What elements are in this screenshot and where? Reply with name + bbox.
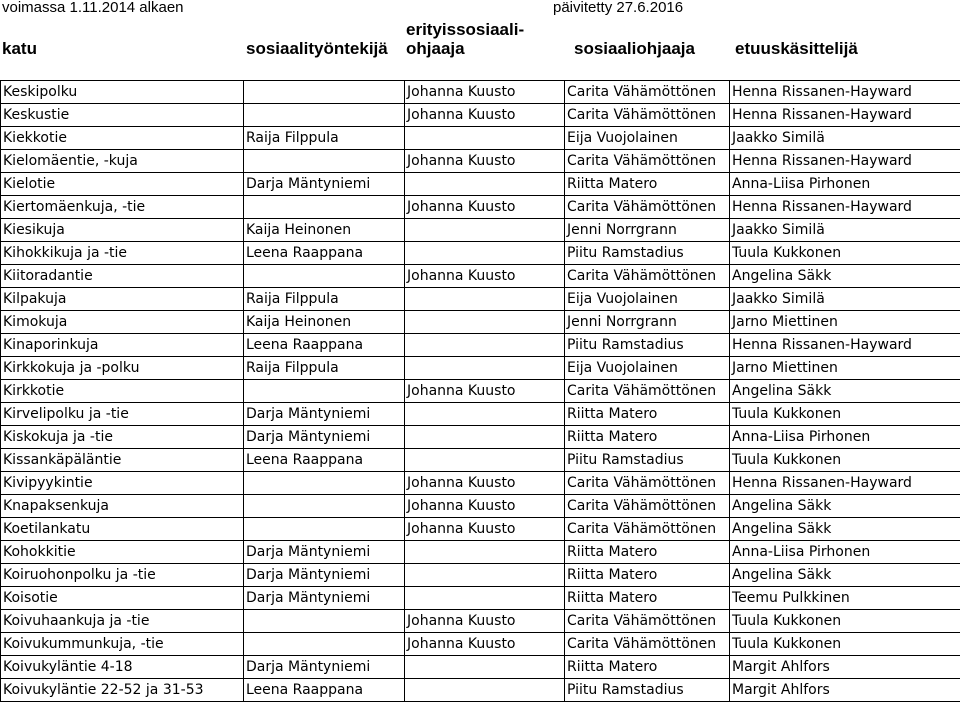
special-instructor-cell: Johanna Kuusto [405, 150, 565, 173]
table-row [1, 449, 960, 472]
street-cell: Kiekkotie [1, 127, 244, 150]
street-cell: Kirvelipolku ja -tie [1, 403, 244, 426]
street-cell: Kielotie [1, 173, 244, 196]
special-instructor-cell [405, 564, 565, 587]
table-row [1, 610, 960, 633]
social-instructor-cell: Piitu Ramstadius [565, 334, 730, 357]
header-erityissosiaaliohjaaja: erityissosiaali- ohjaaja [406, 20, 524, 58]
header-sosiaaliohjaaja: sosiaaliohjaaja [574, 39, 695, 59]
benefit-handler-cell: Teemu Pulkkinen [730, 587, 960, 610]
street-cell: Kielomäentie, -kuja [1, 150, 244, 173]
social-worker-cell: Darja Mäntyniemi [244, 173, 405, 196]
social-worker-cell: Darja Mäntyniemi [244, 426, 405, 449]
benefit-handler-cell: Henna Rissanen-Hayward [730, 472, 960, 495]
social-instructor-cell: Piitu Ramstadius [565, 449, 730, 472]
social-instructor-cell: Carita Vähämöttönen [565, 610, 730, 633]
table-row [1, 173, 960, 196]
table-row [1, 150, 960, 173]
benefit-handler-cell: Jarno Miettinen [730, 357, 960, 380]
social-worker-cell [244, 196, 405, 219]
table-row [1, 656, 960, 679]
social-worker-cell: Kaija Heinonen [244, 311, 405, 334]
table-body [1, 81, 960, 702]
table-row [1, 196, 960, 219]
street-cell: Kirkkokuja ja -polku [1, 357, 244, 380]
street-cell: Keskustie [1, 104, 244, 127]
street-cell: Koisotie [1, 587, 244, 610]
table-row [1, 633, 960, 656]
special-instructor-cell [405, 311, 565, 334]
updated-text: päivitetty 27.6.2016 [553, 0, 683, 15]
special-instructor-cell [405, 173, 565, 196]
table-row [1, 587, 960, 610]
table-row [1, 81, 960, 104]
special-instructor-cell [405, 288, 565, 311]
street-cell: Kiskokuja ja -tie [1, 426, 244, 449]
benefit-handler-cell: Henna Rissanen-Hayward [730, 104, 960, 127]
special-instructor-cell [405, 403, 565, 426]
street-assignment-table [0, 80, 960, 702]
special-instructor-cell: Johanna Kuusto [405, 495, 565, 518]
social-worker-cell: Leena Raappana [244, 449, 405, 472]
benefit-handler-cell: Tuula Kukkonen [730, 242, 960, 265]
table-row [1, 334, 960, 357]
social-instructor-cell: Carita Vähämöttönen [565, 495, 730, 518]
table-row [1, 495, 960, 518]
special-instructor-cell: Johanna Kuusto [405, 265, 565, 288]
table-row [1, 288, 960, 311]
social-worker-cell: Raija Filppula [244, 288, 405, 311]
special-instructor-cell: Johanna Kuusto [405, 81, 565, 104]
street-cell: Kissankäpäläntie [1, 449, 244, 472]
benefit-handler-cell: Tuula Kukkonen [730, 449, 960, 472]
street-cell: Kivipyykintie [1, 472, 244, 495]
table-row [1, 265, 960, 288]
social-instructor-cell: Riitta Matero [565, 587, 730, 610]
social-worker-cell: Leena Raappana [244, 679, 405, 702]
benefit-handler-cell: Tuula Kukkonen [730, 633, 960, 656]
special-instructor-cell: Johanna Kuusto [405, 633, 565, 656]
social-instructor-cell: Carita Vähämöttönen [565, 518, 730, 541]
social-worker-cell: Darja Mäntyniemi [244, 656, 405, 679]
benefit-handler-cell: Anna-Liisa Pirhonen [730, 426, 960, 449]
table-row [1, 242, 960, 265]
social-instructor-cell: Eija Vuojolainen [565, 357, 730, 380]
table-row [1, 311, 960, 334]
benefit-handler-cell: Henna Rissanen-Hayward [730, 334, 960, 357]
benefit-handler-cell: Jaakko Similä [730, 288, 960, 311]
street-cell: Kiertomäenkuja, -tie [1, 196, 244, 219]
street-cell: Kimokuja [1, 311, 244, 334]
social-instructor-cell: Carita Vähämöttönen [565, 472, 730, 495]
special-instructor-cell [405, 219, 565, 242]
social-instructor-cell: Riitta Matero [565, 564, 730, 587]
benefit-handler-cell: Henna Rissanen-Hayward [730, 150, 960, 173]
special-instructor-cell: Johanna Kuusto [405, 610, 565, 633]
table-row [1, 380, 960, 403]
social-worker-cell: Kaija Heinonen [244, 219, 405, 242]
street-cell: Koivukyläntie 22-52 ja 31-53 [1, 679, 244, 702]
street-cell: Koivuhaankuja ja -tie [1, 610, 244, 633]
benefit-handler-cell: Margit Ahlfors [730, 679, 960, 702]
social-worker-cell: Leena Raappana [244, 242, 405, 265]
social-worker-cell: Darja Mäntyniemi [244, 564, 405, 587]
street-cell: Knapaksenkuja [1, 495, 244, 518]
header-sosiaalityontekija: sosiaalityöntekijä [246, 39, 388, 59]
benefit-handler-cell: Angelina Säkk [730, 518, 960, 541]
table-row [1, 219, 960, 242]
table-row [1, 564, 960, 587]
social-worker-cell [244, 380, 405, 403]
street-cell: Koetilankatu [1, 518, 244, 541]
benefit-handler-cell: Angelina Säkk [730, 564, 960, 587]
special-instructor-cell [405, 449, 565, 472]
social-instructor-cell: Piitu Ramstadius [565, 679, 730, 702]
social-instructor-cell: Jenni Norrgrann [565, 311, 730, 334]
social-instructor-cell: Riitta Matero [565, 656, 730, 679]
social-worker-cell: Darja Mäntyniemi [244, 587, 405, 610]
social-worker-cell [244, 472, 405, 495]
benefit-handler-cell: Tuula Kukkonen [730, 403, 960, 426]
header-etuuskasittelija: etuuskäsittelijä [735, 39, 858, 59]
street-cell: Kohokkitie [1, 541, 244, 564]
special-instructor-cell: Johanna Kuusto [405, 196, 565, 219]
benefit-handler-cell: Henna Rissanen-Hayward [730, 81, 960, 104]
street-cell: Keskipolku [1, 81, 244, 104]
social-instructor-cell: Riitta Matero [565, 426, 730, 449]
street-cell: Koivukyläntie 4-18 [1, 656, 244, 679]
table-row [1, 541, 960, 564]
street-cell: Koivukummunkuja, -tie [1, 633, 244, 656]
table-row [1, 472, 960, 495]
special-instructor-cell [405, 334, 565, 357]
social-instructor-cell: Riitta Matero [565, 403, 730, 426]
special-instructor-cell: Johanna Kuusto [405, 104, 565, 127]
table-row [1, 403, 960, 426]
benefit-handler-cell: Jaakko Similä [730, 127, 960, 150]
social-instructor-cell: Eija Vuojolainen [565, 127, 730, 150]
social-worker-cell [244, 265, 405, 288]
social-instructor-cell: Jenni Norrgrann [565, 219, 730, 242]
social-worker-cell: Leena Raappana [244, 334, 405, 357]
table-row [1, 518, 960, 541]
social-instructor-cell: Carita Vähämöttönen [565, 150, 730, 173]
street-cell: Kirkkotie [1, 380, 244, 403]
social-worker-cell [244, 633, 405, 656]
social-instructor-cell: Carita Vähämöttönen [565, 104, 730, 127]
social-worker-cell: Raija Filppula [244, 357, 405, 380]
social-instructor-cell: Carita Vähämöttönen [565, 633, 730, 656]
benefit-handler-cell: Angelina Säkk [730, 265, 960, 288]
social-instructor-cell: Eija Vuojolainen [565, 288, 730, 311]
special-instructor-cell [405, 656, 565, 679]
special-instructor-cell [405, 127, 565, 150]
street-cell: Kilpakuja [1, 288, 244, 311]
street-cell: Kiesikuja [1, 219, 244, 242]
special-instructor-cell [405, 426, 565, 449]
benefit-handler-cell: Anna-Liisa Pirhonen [730, 541, 960, 564]
special-instructor-cell [405, 357, 565, 380]
street-cell: Kiitoradantie [1, 265, 244, 288]
social-instructor-cell: Carita Vähämöttönen [565, 81, 730, 104]
social-worker-cell [244, 81, 405, 104]
benefit-handler-cell: Tuula Kukkonen [730, 610, 960, 633]
benefit-handler-cell: Jaakko Similä [730, 219, 960, 242]
header-katu: katu [2, 39, 37, 59]
social-instructor-cell: Piitu Ramstadius [565, 242, 730, 265]
social-instructor-cell: Carita Vähämöttönen [565, 196, 730, 219]
table-row [1, 127, 960, 150]
social-worker-cell [244, 150, 405, 173]
benefit-handler-cell: Angelina Säkk [730, 495, 960, 518]
benefit-handler-cell: Anna-Liisa Pirhonen [730, 173, 960, 196]
special-instructor-cell [405, 242, 565, 265]
benefit-handler-cell: Jarno Miettinen [730, 311, 960, 334]
table-row [1, 426, 960, 449]
social-worker-cell [244, 610, 405, 633]
valid-from-text: voimassa 1.11.2014 alkaen [2, 0, 184, 15]
social-instructor-cell: Riitta Matero [565, 173, 730, 196]
social-instructor-cell: Carita Vähämöttönen [565, 380, 730, 403]
special-instructor-cell: Johanna Kuusto [405, 518, 565, 541]
benefit-handler-cell: Henna Rissanen-Hayward [730, 196, 960, 219]
social-worker-cell [244, 518, 405, 541]
street-cell: Kihokkikuja ja -tie [1, 242, 244, 265]
social-worker-cell: Raija Filppula [244, 127, 405, 150]
social-worker-cell: Darja Mäntyniemi [244, 541, 405, 564]
table-header [0, 0, 960, 81]
table-row [1, 104, 960, 127]
special-instructor-cell [405, 541, 565, 564]
social-worker-cell [244, 104, 405, 127]
social-instructor-cell: Carita Vähämöttönen [565, 265, 730, 288]
benefit-handler-cell: Margit Ahlfors [730, 656, 960, 679]
benefit-handler-cell: Angelina Säkk [730, 380, 960, 403]
street-cell: Kinaporinkuja [1, 334, 244, 357]
special-instructor-cell: Johanna Kuusto [405, 380, 565, 403]
social-worker-cell: Darja Mäntyniemi [244, 403, 405, 426]
social-worker-cell [244, 495, 405, 518]
street-cell: Koiruohonpolku ja -tie [1, 564, 244, 587]
special-instructor-cell [405, 587, 565, 610]
table-row [1, 357, 960, 380]
social-instructor-cell: Riitta Matero [565, 541, 730, 564]
special-instructor-cell: Johanna Kuusto [405, 472, 565, 495]
